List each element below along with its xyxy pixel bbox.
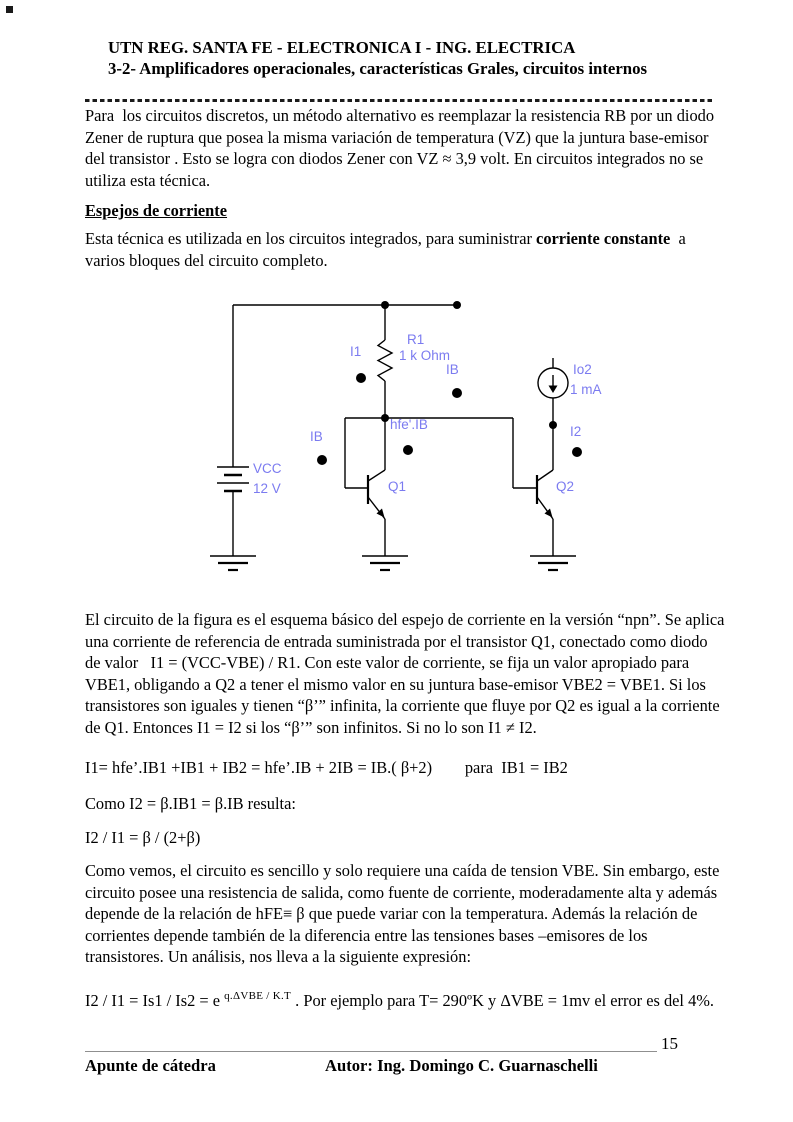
equation-exponencial-post: . Por ejemplo para T= 290ºK y ΔVBE = 1mv el error es del 4%. <box>291 991 715 1010</box>
paragraph-tecnica-bold: corriente constante <box>536 229 671 248</box>
label-q2: Q2 <box>556 479 575 494</box>
paragraph-tecnica-post: a varios bloques del circuito completo. <box>85 229 690 270</box>
label-r1-name: R1 <box>407 332 425 347</box>
paragraph-explicacion: El circuito de la figura es el esquema básico del espejo de corriente en la versión “npn”. Se aplica una corriente de referencia de entrada suministrada por el transistor Q1, conectado como diodo de valor I1 = (VCC-VBE) / R1. Con este valor de corriente, se fija un valor apropiado para VBE1, obligando a Q2 a tener el mismo valor en su juntura base-emisor VBE2 = VBE1. Si los transistores son iguales y tienen “β’” infinita, la corriente que fluye por Q2 es igual a la corriente de Q1. Entonces I1 = I2 si los “β’” son infinitos. Si no lo son I1 ≠ I2. <box>85 610 729 737</box>
transistor-q2-symbol <box>537 425 553 556</box>
doc-title: UTN REG. SANTA FE - ELECTRONICA I - ING. ELECTRICA <box>108 38 576 57</box>
paragraph-zener: Para los circuitos discretos, un método alternativo es reemplazar la resistencia RB por un diodo Zener de ruptura que posea la misma variación de temperatura (VZ) que la juntura base-emisor del transistor . Esto se logra con diodos Zener con VZ ≈ 3,9 volt. En circuitos integrados no se utiliza esta técnica. <box>85 106 719 190</box>
footer-left: Apunte de cátedra <box>85 1056 216 1075</box>
label-vcc-name: VCC <box>253 461 282 476</box>
equation-exponencial-pre: I2 / I1 = Is1 / Is2 = e <box>85 991 225 1010</box>
label-vcc-value: 12 V <box>253 481 281 496</box>
label-r1-value: 1 k Ohm <box>399 348 451 363</box>
label-ib-left: IB <box>310 429 323 444</box>
current-mirror-schematic <box>195 287 655 607</box>
top-rail-wire <box>233 301 461 309</box>
label-io2-name: Io2 <box>573 362 592 377</box>
equation-ib-sum: I1= hfe’.IB1 +IB1 + IB2 = hfe’.IB + 2IB = IB.( β+2) para IB1 = IB2 <box>85 758 568 777</box>
doc-subtitle: 3-2- Amplificadores operacionales, características Grales, circuitos internos <box>108 59 648 78</box>
dashed-separator <box>85 99 713 102</box>
current-source-io2-symbol <box>538 358 568 429</box>
resistor-r1-symbol <box>378 305 392 418</box>
label-ib-right: IB <box>446 362 459 377</box>
label-hfe-ib: hfe'.IB <box>390 417 428 432</box>
current-marker-ib-left <box>317 455 327 465</box>
paragraph-tecnica-pre: Esta técnica es utilizada en los circuitos integrados, para suministrar <box>85 229 537 248</box>
equation-ratio: I2 / I1 = β / (2+β) <box>85 828 201 847</box>
current-marker-i2 <box>572 447 582 457</box>
current-marker-ib-right <box>452 388 462 398</box>
label-io2-value: 1 mA <box>570 382 602 397</box>
equation-exponencial-sup: q.ΔVBE / K.T <box>224 990 292 1002</box>
ground-symbol-q2 <box>530 556 576 570</box>
junction-dot <box>453 301 461 309</box>
page-number: 15 <box>661 1034 678 1053</box>
ground-symbol-q1 <box>362 556 408 570</box>
scan-corner-mark <box>6 6 13 13</box>
circuit-figure <box>195 287 655 607</box>
section-heading-espejos: Espejos de corriente <box>85 201 228 220</box>
footer-rule <box>85 1051 657 1052</box>
footer-right: Autor: Ing. Domingo C. Guarnaschelli <box>325 1056 598 1075</box>
equation-i2-beta: Como I2 = β.IB1 = β.IB resulta: <box>85 794 296 813</box>
ground-symbol-battery <box>210 556 256 570</box>
paragraph-analisis: Como vemos, el circuito es sencillo y solo requiere una caída de tension VBE. Sin embargo, este circuito posee una resistencia de salida, como fuente de corriente, moderadamente alta y además depende de la relación de hFE≡ β que puede variar con la temperatura. Además la relación de corrientes depende también de la diferencia entre las tensiones bases –emisores de los transistores. Un análisis, nos lleva a la siguiente expresión: <box>85 861 724 967</box>
label-i2: I2 <box>570 424 582 439</box>
label-i1: I1 <box>350 344 362 359</box>
current-marker-hfe-ib <box>403 445 413 455</box>
equation-exponencial <box>85 986 725 1012</box>
label-q1: Q1 <box>388 479 407 494</box>
current-marker-i1 <box>356 373 366 383</box>
transistor-q1-symbol <box>368 418 385 556</box>
paragraph-tecnica <box>85 228 719 271</box>
battery-vcc-symbol <box>217 305 249 556</box>
